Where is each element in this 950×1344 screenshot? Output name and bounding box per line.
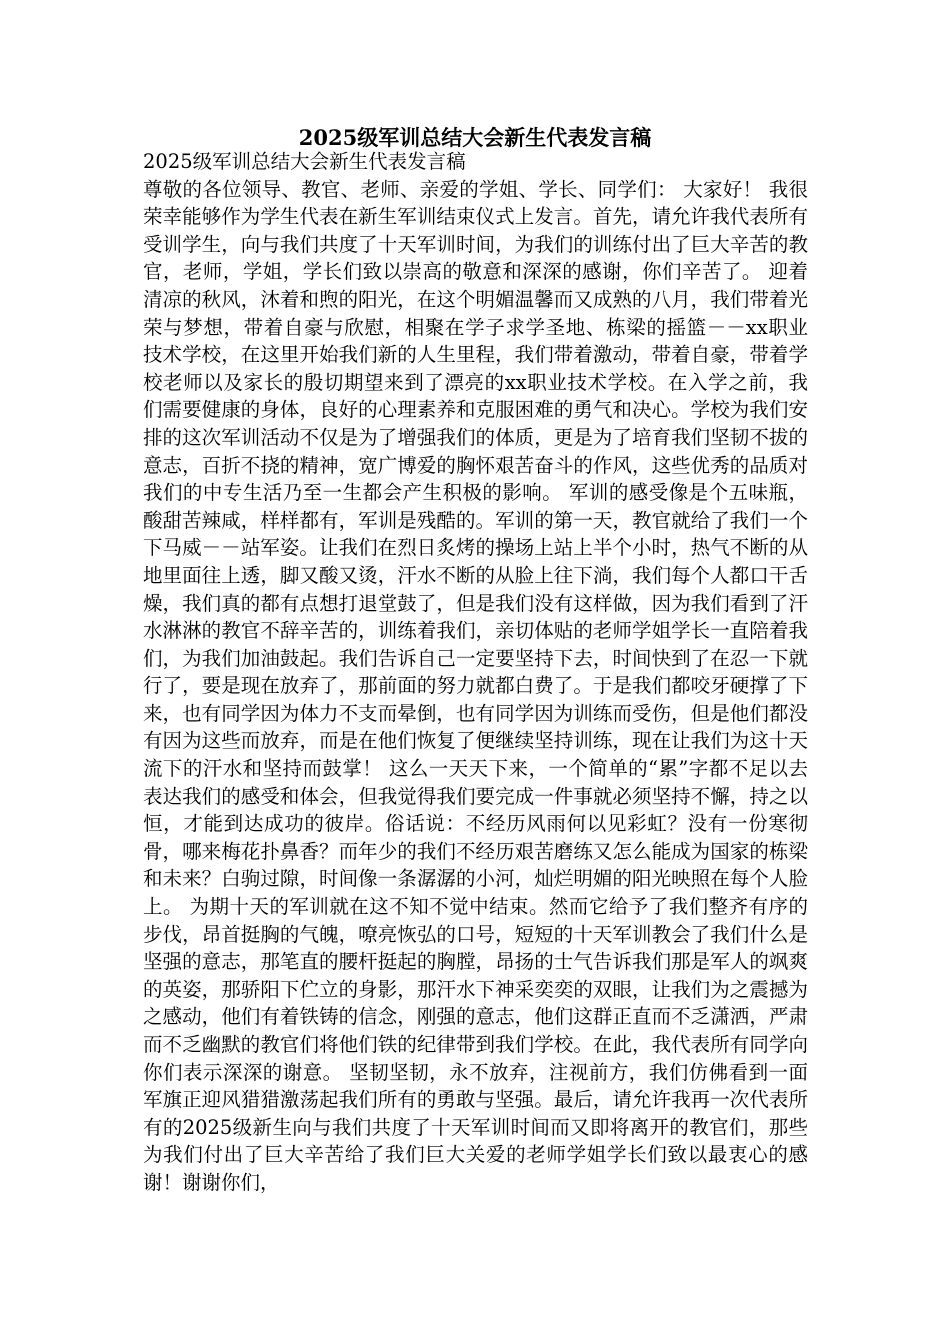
document-paragraph: 尊敬的各位领导、教官、老师、亲爱的学姐、学长、同学们： 大家好！ 我很荣幸能够作为学生代表在新生军训结束仪式上发言。首先，请允许我代表所有受训学生，向与我们共度了十天军训时间，为我们的训练付出了巨大辛苦的教官，老师，学姐，学长们致以崇高的敬意和深深的感谢，你们辛苦了。 迎着清凉的秋风，沐着和煦的阳光，在这个明媚温馨而又成熟的八月，我们带着光荣与梦想，带着自豪与欣慰，相聚在学子求学圣地、栋梁的摇篮－－xx职业技术学校，在这里开始我们新的人生里程，我们带着激动，带着自豪，带着学校老师以及家长的殷切期望来到了漂亮的xx职业技术学校。在入学之前，我们需要健康的身体，良好的心理素养和克服困难的勇气和决心。学校为我们安排的这次军训活动不仅是为了增强我们的体质，更是为了培育我们坚韧不拔的意志，百折不挠的精神，宽广博爱的胸怀艰苦奋斗的作风，这些优秀的品质对我们的中专生活乃至一生都会产生积极的影响。 军训的感受像是个五味瓶，酸甜苦辣咸，样样都有，军训是残酷的。军训的第一天，教官就给了我们一个下马威－－站军姿。让我们在烈日炙烤的操场上站上半个小时，热气不断的从地里面往上透，脚又酸又烫，汗水不断的从脸上往下淌，我们每个人都口干舌燥，我们真的都有点想打退堂鼓了，但是我们没有这样做，因为我们看到了汗水淋淋的教官不辞辛苦的，训练着我们，亲切体贴的老师学姐学长一直陪着我们，为我们加油鼓起。我们告诉自己一定要坚持下去，时间快到了在忍一下就行了，要是现在放弃了，那前面的努力就都白费了。于是我们都咬牙硬撑了下来，也有同学因为体力不支而晕倒，也有同学因为训练而受伤，但是他们都没有因为这些而放弃，而是在他们恢复了便继续坚持训练，现在让我们为这十天流下的汗水和坚持而鼓掌！ 这么一天天下来，一个简单的“累”字都不足以去表达我们的感受和体会，但我觉得我们要完成一件事就必须坚持不懈，持之以恒，才能到达成功的彼岸。俗话说：不经历风雨何以见彩虹？没有一份寒彻骨，哪来梅花扑鼻香？而年少的我们不经历艰苦磨练又怎么能成为国家的栋梁和未来？白驹过隙，时间像一条潺潺的小河，灿烂明媚的阳光映照在每个人脸上。 为期十天的军训就在这不知不觉中结束。然而它给予了我们整齐有序的步伐，昂首挺胸的气魄，嘹亮恢弘的口号，短短的十天军训教会了我们什么是坚强的意志，那笔直的腰杆挺起的胸膛，昂扬的士气告诉我们那是军人的飒爽的英姿，那骄阳下伫立的身影，那汗水下神采奕奕的双眼，让我们为之震撼为之感动，他们有着铁铸的信念，刚强的意志，他们这群正直而不乏潇洒，严肃而不乏幽默的教官们将他们铁的纪律带到我们学校。在此，我代表所有同学向你们表示深深的谢意。 坚韧坚韧，永不放弃，注视前方，我们仿佛看到一面军旗正迎风猎猎激荡起我们所有的勇敢与坚强。最后，请允许我再一次代表所有的2025级新生向与我们共度了十天军训时间而又即将离开的教官们，那些为我们付出了巨大辛苦给了我们巨大关爱的老师学姐学长们致以最衷心的感谢！谢谢你们， xyxy=(143,177,808,1194)
document-body xyxy=(143,148,808,1197)
document-subtitle: 2025级军训总结大会新生代表发言稿 xyxy=(143,150,466,173)
document-title: 2025级军训总结大会新生代表发言稿 xyxy=(298,125,652,150)
